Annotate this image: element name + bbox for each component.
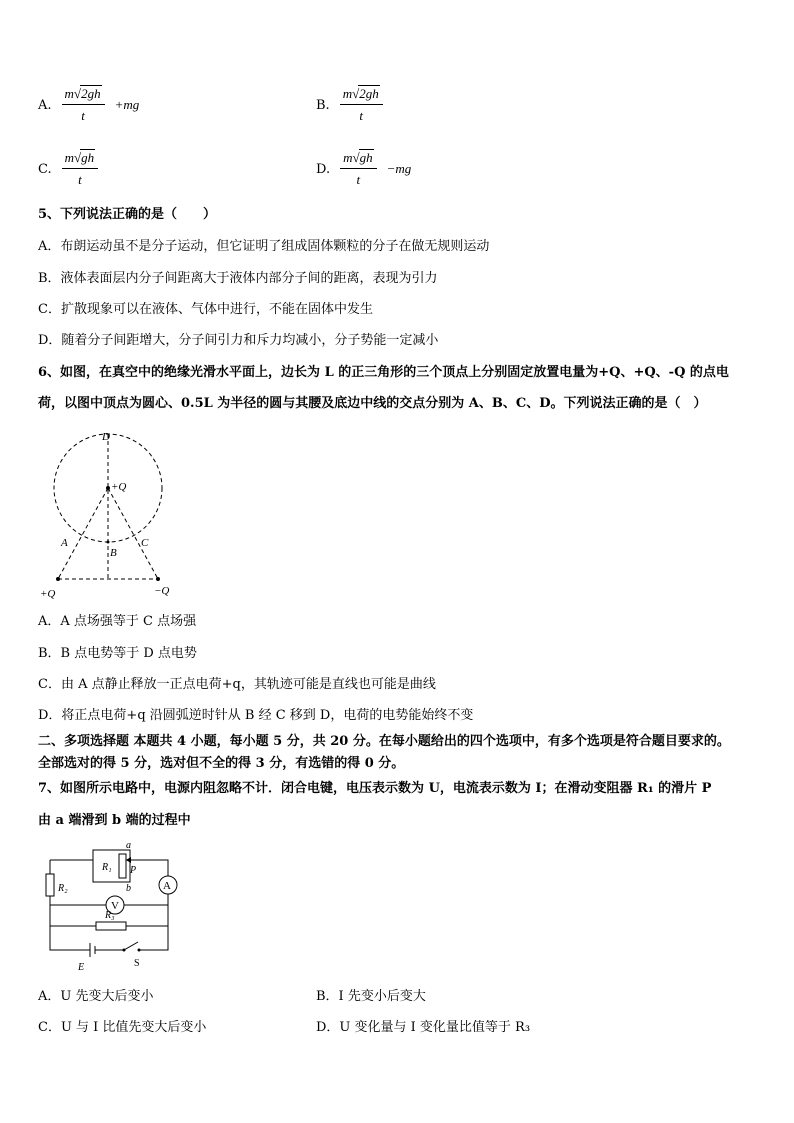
charge-right bbox=[156, 577, 160, 581]
denominator: t bbox=[356, 172, 361, 187]
section2-line2: 全部选对的得 5 分，选对但不全的得 3 分，有选错的得 0 分。 bbox=[38, 756, 405, 771]
label-r2: R₂ bbox=[58, 883, 68, 894]
resistor-r1 bbox=[119, 854, 126, 878]
label-ammeter: A bbox=[163, 880, 171, 892]
q6-figure bbox=[38, 428, 188, 603]
q4-option-c bbox=[38, 150, 100, 188]
battery bbox=[78, 943, 118, 957]
charge-left bbox=[56, 577, 60, 581]
label-a: A bbox=[61, 537, 68, 549]
label-c: C bbox=[141, 537, 149, 549]
label-top-charge: +Q bbox=[111, 481, 127, 493]
q7-option-c: C．U 与 I 比值先变大后变小 bbox=[38, 1020, 207, 1035]
option-tail: −mg bbox=[386, 161, 412, 176]
triangle-left-side bbox=[58, 488, 108, 579]
label-b-end: b bbox=[126, 883, 131, 894]
q7-circuit-figure bbox=[38, 838, 188, 978]
fraction: $\frac{m√gh}{t}$ bbox=[62, 150, 99, 188]
label-r3: R₃ bbox=[105, 910, 115, 921]
q7-option-b: B．I 先变小后变大 bbox=[316, 989, 426, 1004]
q5-option-d: D．随着分子间距增大，分子间引力和斥力均减小，分子势能一定减小 bbox=[38, 333, 439, 348]
fraction: $\frac{m√2gh}{t}$ bbox=[62, 86, 105, 124]
q6-option-d: D．将正点电荷+q 沿圆弧逆时针从 B 经 C 移到 D，电荷的电势能始终不变 bbox=[38, 708, 474, 723]
q7-stem-line2: 由 a 端滑到 b 端的过程中 bbox=[38, 813, 191, 828]
radicand: gh bbox=[81, 150, 95, 165]
label-d: D bbox=[102, 431, 110, 443]
wire-right bbox=[143, 894, 168, 950]
q7-option-a: A．U 先变大后变小 bbox=[38, 989, 154, 1004]
q6-option-a: A．A 点场强等于 C 点场强 bbox=[38, 614, 197, 629]
option-label: C. bbox=[38, 161, 52, 177]
label-p: P bbox=[130, 865, 137, 876]
q4-option-d bbox=[316, 150, 411, 188]
label-e: E bbox=[78, 962, 85, 973]
q5-option-b: B．液体表面层内分子间距离大于液体内部分子间的距离，表现为引力 bbox=[38, 271, 438, 286]
numerator-m: m bbox=[342, 86, 353, 101]
option-label: B. bbox=[316, 97, 330, 113]
label-right-charge: −Q bbox=[154, 585, 170, 597]
radicand: 2gh bbox=[359, 86, 379, 101]
label-s: S bbox=[134, 958, 140, 969]
q4-option-b bbox=[316, 86, 385, 124]
point-b bbox=[107, 541, 110, 544]
option-label: A. bbox=[38, 97, 52, 113]
numerator-m: m bbox=[64, 86, 74, 101]
wire-top bbox=[50, 850, 130, 882]
option-tail: +mg bbox=[114, 97, 140, 112]
label-left-charge: +Q bbox=[40, 588, 56, 600]
slider-arrow-head bbox=[126, 857, 131, 863]
charge-top bbox=[106, 486, 110, 490]
fraction: $\frac{m√2gh}{t}$ bbox=[340, 86, 383, 124]
denominator: t bbox=[81, 108, 85, 123]
denominator: t bbox=[359, 108, 364, 123]
q5-stem: 5、下列说法正确的是（ ） bbox=[38, 207, 217, 222]
radicand: 2gh bbox=[81, 86, 101, 101]
fraction: $\frac{m√gh}{t}$ bbox=[340, 150, 377, 188]
radicand: gh bbox=[359, 150, 373, 165]
label-r1: R₁ bbox=[102, 862, 112, 873]
q4-option-a bbox=[38, 86, 139, 124]
resistor-r3 bbox=[96, 922, 126, 930]
label-b: B bbox=[110, 547, 117, 559]
q6-option-b: B．B 点电势等于 D 点电势 bbox=[38, 646, 197, 661]
label-voltmeter: V bbox=[111, 900, 119, 912]
option-label: D. bbox=[316, 161, 331, 177]
section2-line1: 二、多项选择题 本题共 4 小题，每小题 5 分，共 20 分。在每小题给出的四个选项中，有多个选项是符合题目要求的。 bbox=[38, 734, 730, 749]
q6-option-c: C．由 A 点静止释放一正点电荷+q，其轨迹可能是直线也可能是曲线 bbox=[38, 677, 436, 692]
resistor-r2 bbox=[46, 874, 54, 896]
label-a-end: a bbox=[126, 840, 131, 851]
q6-stem-line1: 6、如图，在真空中的绝缘光滑水平面上，边长为 L 的正三角形的三个顶点上分别固定放置电量为+Q、+Q、-Q 的点电 bbox=[38, 365, 729, 380]
wire-left-down bbox=[50, 896, 78, 950]
q6-stem-line2: 荷，以图中顶点为圆心、0.5L 为半径的圆与其腰及底边中线的交点分别为 A、B、C、D。下列说法正确的是（ ） bbox=[38, 396, 707, 411]
q7-option-d: D．U 变化量与 I 变化量比值等于 R₃ bbox=[316, 1020, 531, 1035]
numerator-m: m bbox=[64, 150, 75, 165]
q7-stem-line1: 7、如图所示电路中，电源内阻忽略不计．闭合电键，电压表示数为 U，电流表示数为 I；在滑动变阻器 R₁ 的滑片 P bbox=[38, 781, 712, 796]
q5-option-c: C．扩散现象可以在液体、气体中进行，不能在固体中发生 bbox=[38, 302, 373, 317]
denominator: t bbox=[78, 172, 82, 187]
triangle-right-side bbox=[108, 488, 158, 579]
q5-option-a: A．布朗运动虽不是分子运动，但它证明了组成固体颗粒的分子在做无规则运动 bbox=[38, 239, 490, 254]
numerator-m: m bbox=[343, 150, 353, 165]
